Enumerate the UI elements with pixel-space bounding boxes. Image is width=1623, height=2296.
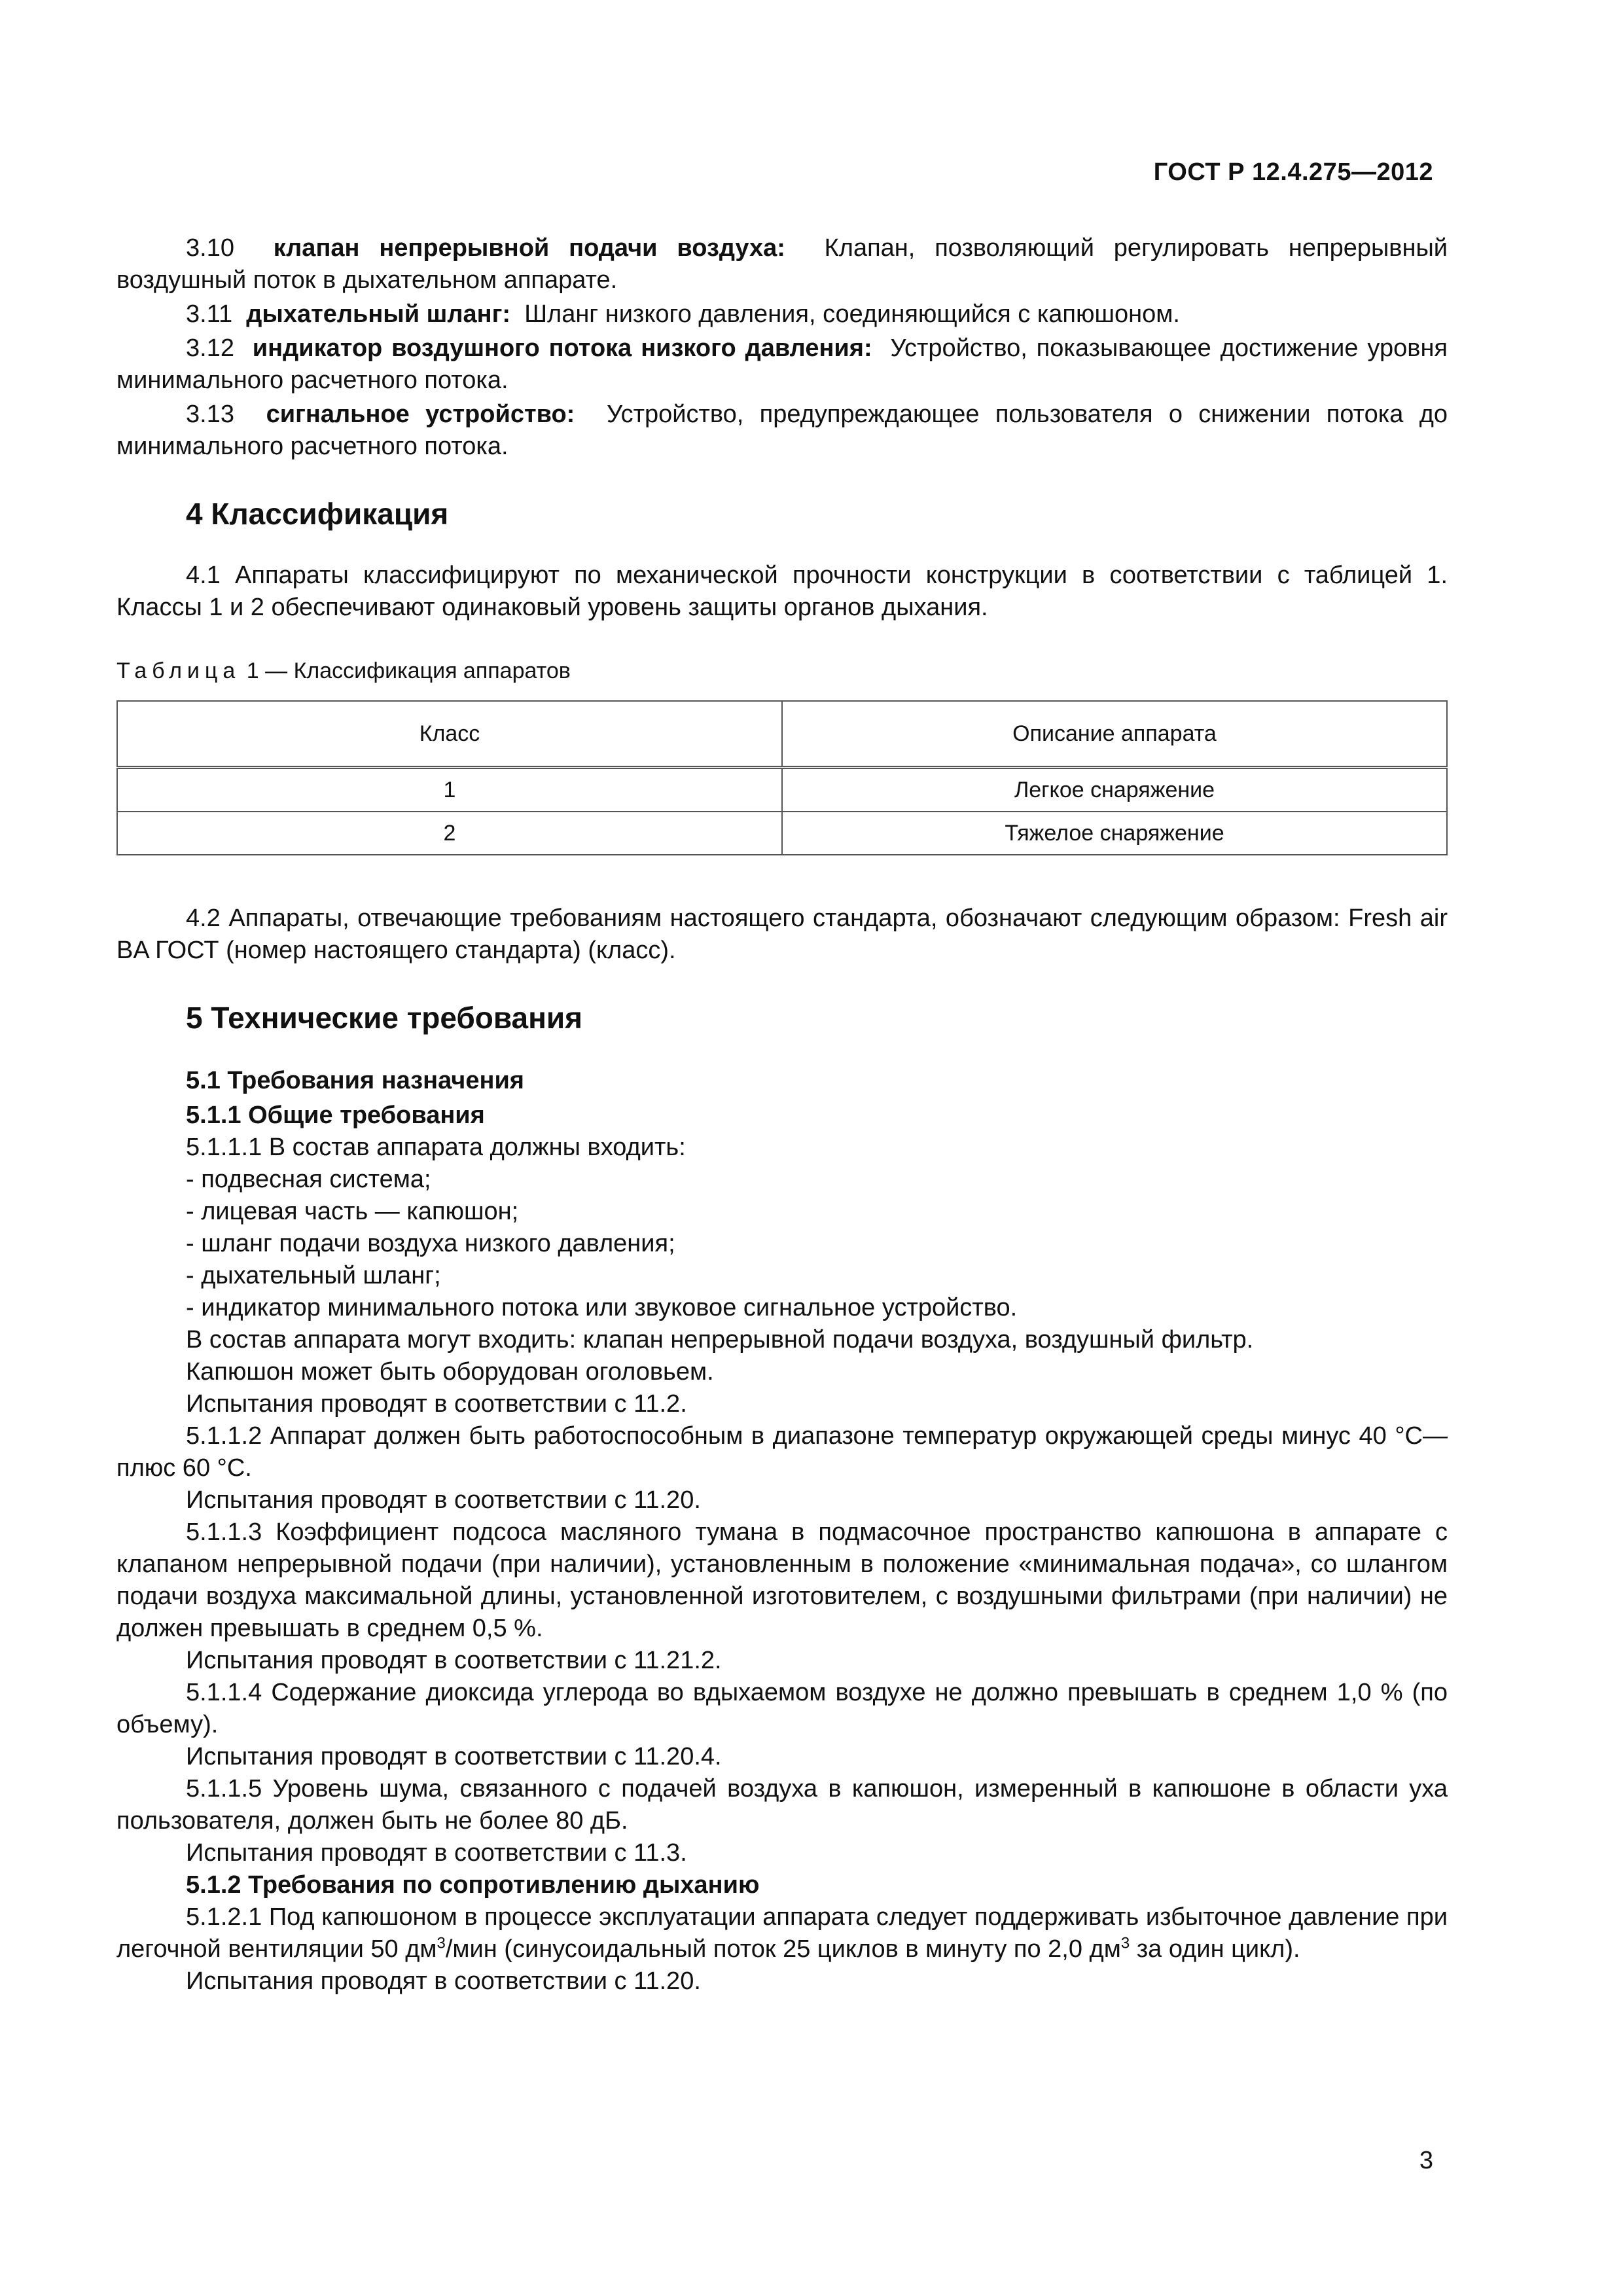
definition-number: 3.12 xyxy=(186,334,234,362)
subsection-5-1-2-heading: 5.1.2 Требования по сопротивлению дыханию xyxy=(186,1871,760,1899)
test-reference: Испытания проводят в соответствии с 11.20. xyxy=(186,1486,701,1514)
paragraph-5-1-1-5: 5.1.1.5 Уровень шума, связанного с подачей воздуха в капюшон, измеренный в капюшоне в области уха пользователя, должен быть не более 80 дБ. xyxy=(116,1775,1448,1835)
table-header-row xyxy=(117,701,1447,768)
paragraph-4-1: 4.1 Аппараты классифицируют по механической прочности конструкции в соответствии с таблицей 1. Классы 1 и 2 обеспечивают одинаковый уровень защиты органов дыхания. xyxy=(116,562,1448,621)
subsection-5-1-heading: 5.1 Требования назначения xyxy=(186,1067,524,1094)
standard-header: ГОСТ Р 12.4.275—2012 xyxy=(1153,158,1433,186)
list-item: - лицевая часть — капюшон; xyxy=(186,1198,519,1225)
table-cell-description: Тяжелое снаряжение xyxy=(782,812,1447,855)
paragraph-5-1-1-3: 5.1.1.3 Коэффициент подсоса масляного тумана в подмасочное пространство капюшона в аппарате с клапаном непрерывной подачи (при наличии), установленным в положение «минимальная подача», со шлангом подачи воздуха максимальной длины, установленной изготовителем, с воздушными фильтрами (при наличии) не должен превышать в среднем 0,5 %. xyxy=(116,1518,1448,1642)
test-reference: Испытания проводят в соответствии с 11.3. xyxy=(186,1839,687,1867)
definition-term: дыхательный шланг: xyxy=(246,300,511,328)
table-cell-class: 1 xyxy=(117,768,782,812)
paragraph-hood: Капюшон может быть оборудован оголовьем. xyxy=(186,1358,714,1386)
header-description: Описание аппарата xyxy=(782,701,1447,768)
definition-number: 3.13 xyxy=(186,401,234,428)
list-item: - индикатор минимального потока или звуковое сигнальное устройство. xyxy=(186,1294,1018,1321)
table-caption-text: 1 — Классификация аппаратов xyxy=(246,658,571,683)
table-row xyxy=(117,768,1447,812)
list-item: - дыхательный шланг; xyxy=(186,1262,441,1289)
paragraph-5-1-1-2: 5.1.1.2 Аппарат должен быть работоспособным в диапазоне температур окружающей среды минус 40 °С—плюс 60 °С. xyxy=(116,1422,1448,1482)
definition-text: Устройство, предупреждающее пользователя о снижении потока до минимального расчетного потока. xyxy=(116,401,1448,460)
table-caption xyxy=(116,655,1448,687)
list-item: - подвесная система; xyxy=(186,1166,431,1193)
paragraph-optional-components: В состав аппарата могут входить: клапан непрерывной подачи воздуха, воздушный фильтр. xyxy=(186,1326,1254,1354)
definition-3-12 xyxy=(116,332,1448,397)
superscript: 3 xyxy=(437,1934,446,1952)
paragraph-4-2: 4.2 Аппараты, отвечающие требованиям настоящего стандарта, обозначают следующим образом: Fresh air BA ГОСТ (номер настоящего стандарта) (класс). xyxy=(116,905,1448,964)
table-cell-class: 2 xyxy=(117,812,782,855)
table-caption-label: Таблица xyxy=(116,658,241,683)
text-fragment: /мин (синусоидальный поток 25 циклов в минуту по 2,0 дм xyxy=(445,1935,1121,1963)
page-content xyxy=(116,232,1448,1998)
definition-number: 3.11 xyxy=(186,300,233,328)
paragraph-5-1-1-4: 5.1.1.4 Содержание диоксида углерода во вдыхаемом воздухе не должно превышать в среднем 1,0 % (по объему). xyxy=(116,1679,1448,1738)
classification-table xyxy=(116,700,1448,855)
test-reference: Испытания проводят в соответствии с 11.20. xyxy=(186,1967,701,1995)
table-cell-description: Легкое снаряжение xyxy=(782,768,1447,812)
definition-number: 3.10 xyxy=(186,234,234,262)
definition-3-13 xyxy=(116,399,1448,463)
test-reference: Испытания проводят в соответствии с 11.21.2. xyxy=(186,1647,722,1674)
table-row xyxy=(117,812,1447,855)
paragraph-5-1-2-1 xyxy=(116,1901,1448,1965)
definition-text: Шланг низкого давления, соединяющийся с капюшоном. xyxy=(524,300,1180,328)
list-item: - шланг подачи воздуха низкого давления; xyxy=(186,1230,675,1257)
subsection-5-1-1-heading: 5.1.1 Общие требования xyxy=(186,1102,485,1129)
definition-term: индикатор воздушного потока низкого давления: xyxy=(252,334,872,362)
paragraph-5-1-1-1: 5.1.1.1 В состав аппарата должны входить: xyxy=(186,1134,686,1161)
definition-3-11 xyxy=(116,298,1448,331)
section-4-heading: 4 Классификация xyxy=(186,497,449,531)
section-5-heading: 5 Технические требования xyxy=(186,1001,582,1035)
definition-text: Устройство, показывающее достижение уровня минимального расчетного потока. xyxy=(116,334,1448,394)
header-class: Класс xyxy=(117,701,782,768)
test-reference: Испытания проводят в соответствии с 11.2. xyxy=(186,1390,687,1418)
superscript: 3 xyxy=(1120,1934,1130,1952)
definition-3-10 xyxy=(116,232,1448,296)
test-reference: Испытания проводят в соответствии с 11.20.4. xyxy=(186,1743,722,1770)
definition-text: Клапан, позволяющий регулировать непрерывный воздушный поток в дыхательном аппарате. xyxy=(116,234,1448,294)
page-number: 3 xyxy=(1419,2147,1433,2174)
definition-term: сигнальное устройство: xyxy=(266,401,575,428)
definition-term: клапан непрерывной подачи воздуха: xyxy=(273,234,785,262)
text-fragment: 5.1.2.1 Под капюшоном в процессе эксплуатации аппарата следует поддерживать избыточное давление при легочной вентиляции 50 дм xyxy=(116,1903,1448,1963)
text-fragment: за один цикл). xyxy=(1130,1935,1300,1963)
